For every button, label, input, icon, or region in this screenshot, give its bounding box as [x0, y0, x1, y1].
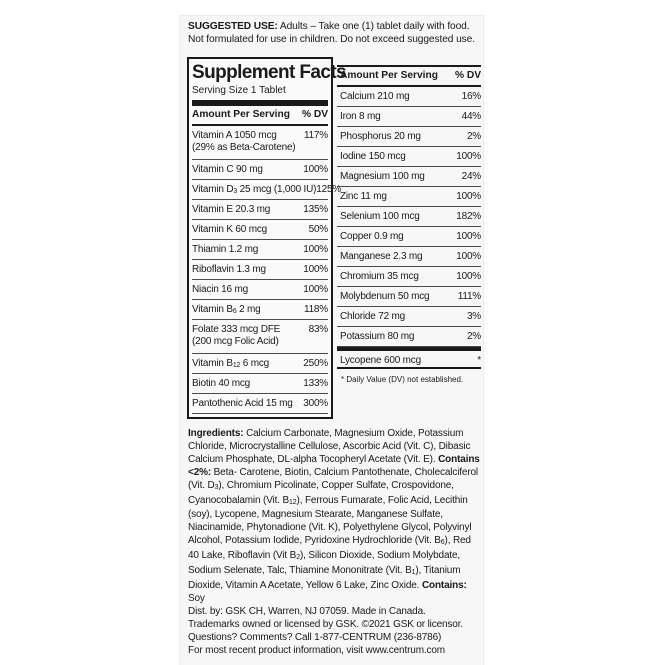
ingredients-part: Beta- Carotene, Biotin, Calcium Pantothenate, Cholecalciferol (Vit. D — [188, 466, 478, 491]
nutrient-name: Manganese 2.3 mg — [340, 251, 423, 262]
table-row — [337, 107, 481, 127]
nutrient-name: Phosphorus 20 mg — [340, 131, 421, 142]
nutrient-name: Folate 333 mcg DFE (200 mcg Folic Acid) — [192, 324, 281, 347]
nutrient-dv: 135% — [303, 204, 328, 215]
supplement-facts-title: Supplement Facts — [192, 62, 347, 83]
nutrient-name: Magnesium 100 mg — [340, 171, 425, 182]
nutrient-name: Vitamin B12 6 mcg — [192, 358, 270, 369]
table-row — [192, 394, 328, 414]
table-row — [337, 227, 481, 247]
nutrient-dv: 125% — [316, 184, 342, 195]
supplement-facts-panel-right — [337, 65, 481, 397]
table-row — [192, 354, 328, 374]
nutrient-name: Vitamin A 1050 mcg (29% as Beta-Carotene) — [192, 130, 296, 153]
nutrient-name: Vitamin C 90 mg — [192, 164, 263, 175]
nutrient-name: Chromium 35 mcg — [340, 271, 419, 282]
questions-line: Questions? Comments? Call 1-877-CENTRUM (236-8786) — [188, 631, 442, 643]
nutrient-dv: 133% — [303, 378, 328, 389]
table-row — [192, 374, 328, 394]
nutrient-dv: 100% — [456, 191, 481, 202]
nutrient-name: Vitamin K 60 mcg — [192, 224, 267, 235]
table-row — [192, 300, 328, 320]
nutrient-name: Vitamin B6 2 mg — [192, 304, 261, 315]
nutrient-dv: 44% — [461, 111, 481, 122]
col-dv-header: % DV — [301, 109, 328, 120]
table-row — [337, 147, 481, 167]
nutrient-name: Pantothenic Acid 15 mg — [192, 398, 293, 409]
table-header-right — [337, 67, 481, 87]
table-row — [337, 247, 481, 267]
nutrient-dv: 100% — [456, 271, 481, 282]
nutrient-dv: 182% — [456, 211, 481, 222]
nutrient-name: Zinc 11 mg — [340, 191, 387, 202]
table-row — [337, 327, 481, 347]
ingredients-section — [188, 428, 484, 657]
nutrient-name: Calcium 210 mg — [340, 91, 410, 102]
ingredients-part: ), Chromium Picolinate, Copper Sulfate, Crospovidone, Cyanocobalamin (Vit. B — [188, 479, 454, 506]
ingredients-label: Ingredients: — [188, 428, 244, 439]
nutrient-name: Vitamin E 20.3 mg — [192, 204, 271, 215]
nutrient-name: Biotin 40 mcg — [192, 378, 250, 389]
table-row — [192, 240, 328, 260]
nutrient-name: Molybdenum 50 mcg — [340, 291, 430, 302]
serving-size: Serving Size 1 Tablet — [192, 85, 286, 96]
nutrient-dv: 100% — [456, 251, 481, 262]
nutrient-name: Iron 8 mg — [340, 111, 381, 122]
ingredients-part: ), Red 40 Lake, Riboflavin (Vit B — [188, 535, 471, 562]
info-line: For most recent product information, visit www.centrum.com — [188, 644, 445, 656]
nutrient-dv: 2% — [466, 331, 481, 342]
subscript: 2 — [296, 554, 300, 562]
nutrient-dv: 111% — [457, 291, 481, 302]
suggested-use — [188, 20, 480, 47]
ingredients-part: ), Silicon Dioxide, Sodium Molybdate, Sodium Selenate, Talc, Thiamine Mononitrate (Vit. B — [188, 550, 461, 577]
table-row — [337, 207, 481, 227]
suggested-use-text: Adults – Take one (1) tablet daily with food. — [277, 21, 470, 32]
suggested-use-warning: Not formulated for use in children. Do not exceed suggested use. — [188, 34, 475, 46]
nutrient-dv: 3% — [466, 311, 481, 322]
nutrient-name: Thiamin 1.2 mg — [192, 244, 259, 255]
table-row — [192, 220, 328, 240]
dv-footnote: * Daily Value (DV) not established. — [341, 375, 464, 384]
nutrient-dv: 16% — [461, 91, 481, 102]
table-row — [337, 287, 481, 307]
ingredients-text — [188, 428, 484, 606]
nutrient-dv: 117% — [303, 130, 328, 141]
table-row — [192, 200, 328, 220]
table-row — [192, 320, 328, 354]
subscript: 3 — [214, 483, 219, 491]
nutrient-name: Copper 0.9 mg — [340, 231, 404, 242]
nutrient-dv: 100% — [303, 284, 328, 295]
table-row — [337, 187, 481, 207]
table-row — [337, 87, 481, 107]
table-header-left — [192, 106, 328, 126]
table-row — [337, 267, 481, 287]
subscript: 1 — [411, 569, 416, 577]
nutrient-dv: 2% — [466, 131, 481, 142]
subscript: 12 — [289, 498, 297, 506]
nutrient-dv: 83% — [308, 324, 328, 335]
ingredients-part: ), Titanium Dioxide, Vitamin A Acetate, Yellow 6 Lake, Zinc Oxide. — [188, 565, 461, 591]
supplement-facts-panel-left — [187, 57, 347, 419]
nutrient-name: Chloride 72 mg — [340, 311, 406, 322]
nutrient-dv: * — [477, 355, 481, 366]
nutrient-name: Niacin 16 mg — [192, 284, 248, 295]
nutrient-list-left — [192, 126, 342, 414]
ingredients-part: ), Ferrous Fumarate, Folic Acid, Lecithin (soy), Lycopene, Magnesium Stearate, Manganese Sulfate, Niacinamide, Phytonadione (Vit. K), Polyethylene Glycol, Polyvinyl Alcohol, Potassium Iodide, Pyridoxine Hydrochloride (Vit. B — [188, 494, 472, 547]
nutrient-dv: 100% — [303, 164, 328, 175]
table-row — [192, 280, 328, 300]
contains-label: Contains: — [421, 579, 467, 591]
table-row — [337, 127, 481, 147]
nutrient-name: Selenium 100 mcg — [340, 211, 420, 222]
nutrient-dv: 50% — [308, 224, 328, 235]
ingredients-part: Calcium Carbonate, Magnesium Oxide, Potassium Chloride, Microcrystalline Cellulose, Ascorbic Acid (Vit. C), Dibasic Calcium Phosphate, DL-alpha Tocopheryl Acetate (Vit. E). — [188, 428, 471, 465]
nutrient-dv: 250% — [303, 358, 328, 369]
col-amount-header: Amount Per Serving — [340, 70, 438, 81]
table-row — [337, 307, 481, 327]
nutrient-name: Iodine 150 mcg — [340, 151, 406, 162]
suggested-use-label: SUGGESTED USE: — [188, 21, 278, 32]
distributor-line: Dist. by: GSK CH, Warren, NJ 07059. Made in Canada. — [188, 605, 426, 617]
nutrient-dv: 100% — [456, 151, 481, 162]
table-row — [192, 126, 328, 160]
col-dv-header: % DV — [454, 70, 481, 81]
table-row — [337, 167, 481, 187]
subscript: 6 — [440, 539, 445, 547]
nutrient-name: Riboflavin 1.3 mg — [192, 264, 266, 275]
nutrient-dv: 118% — [303, 304, 328, 315]
col-amount-header: Amount Per Serving — [192, 109, 290, 120]
table-row — [192, 160, 328, 180]
table-row — [192, 260, 328, 280]
contains-value: Soy — [188, 592, 205, 604]
nutrient-dv: 100% — [303, 244, 328, 255]
nutrient-dv: 24% — [461, 171, 481, 182]
table-row-lycopene — [337, 347, 481, 369]
nutrient-name: Lycopene 600 mcg — [340, 355, 421, 366]
nutrient-name: Vitamin D3 25 mcg (1,000 IU) — [192, 184, 317, 195]
nutrient-name: Potassium 80 mg — [340, 331, 415, 342]
nutrient-dv: 100% — [303, 264, 328, 275]
nutrient-dv: 100% — [456, 231, 481, 242]
contains-less-than-label: Contains <2%: — [188, 453, 480, 478]
table-row — [192, 180, 342, 200]
trademark-line: Trademarks owned or licensed by GSK. ©2021 GSK or licensor. — [188, 618, 463, 630]
nutrient-dv: 300% — [303, 398, 328, 409]
nutrient-list-right — [337, 87, 481, 347]
